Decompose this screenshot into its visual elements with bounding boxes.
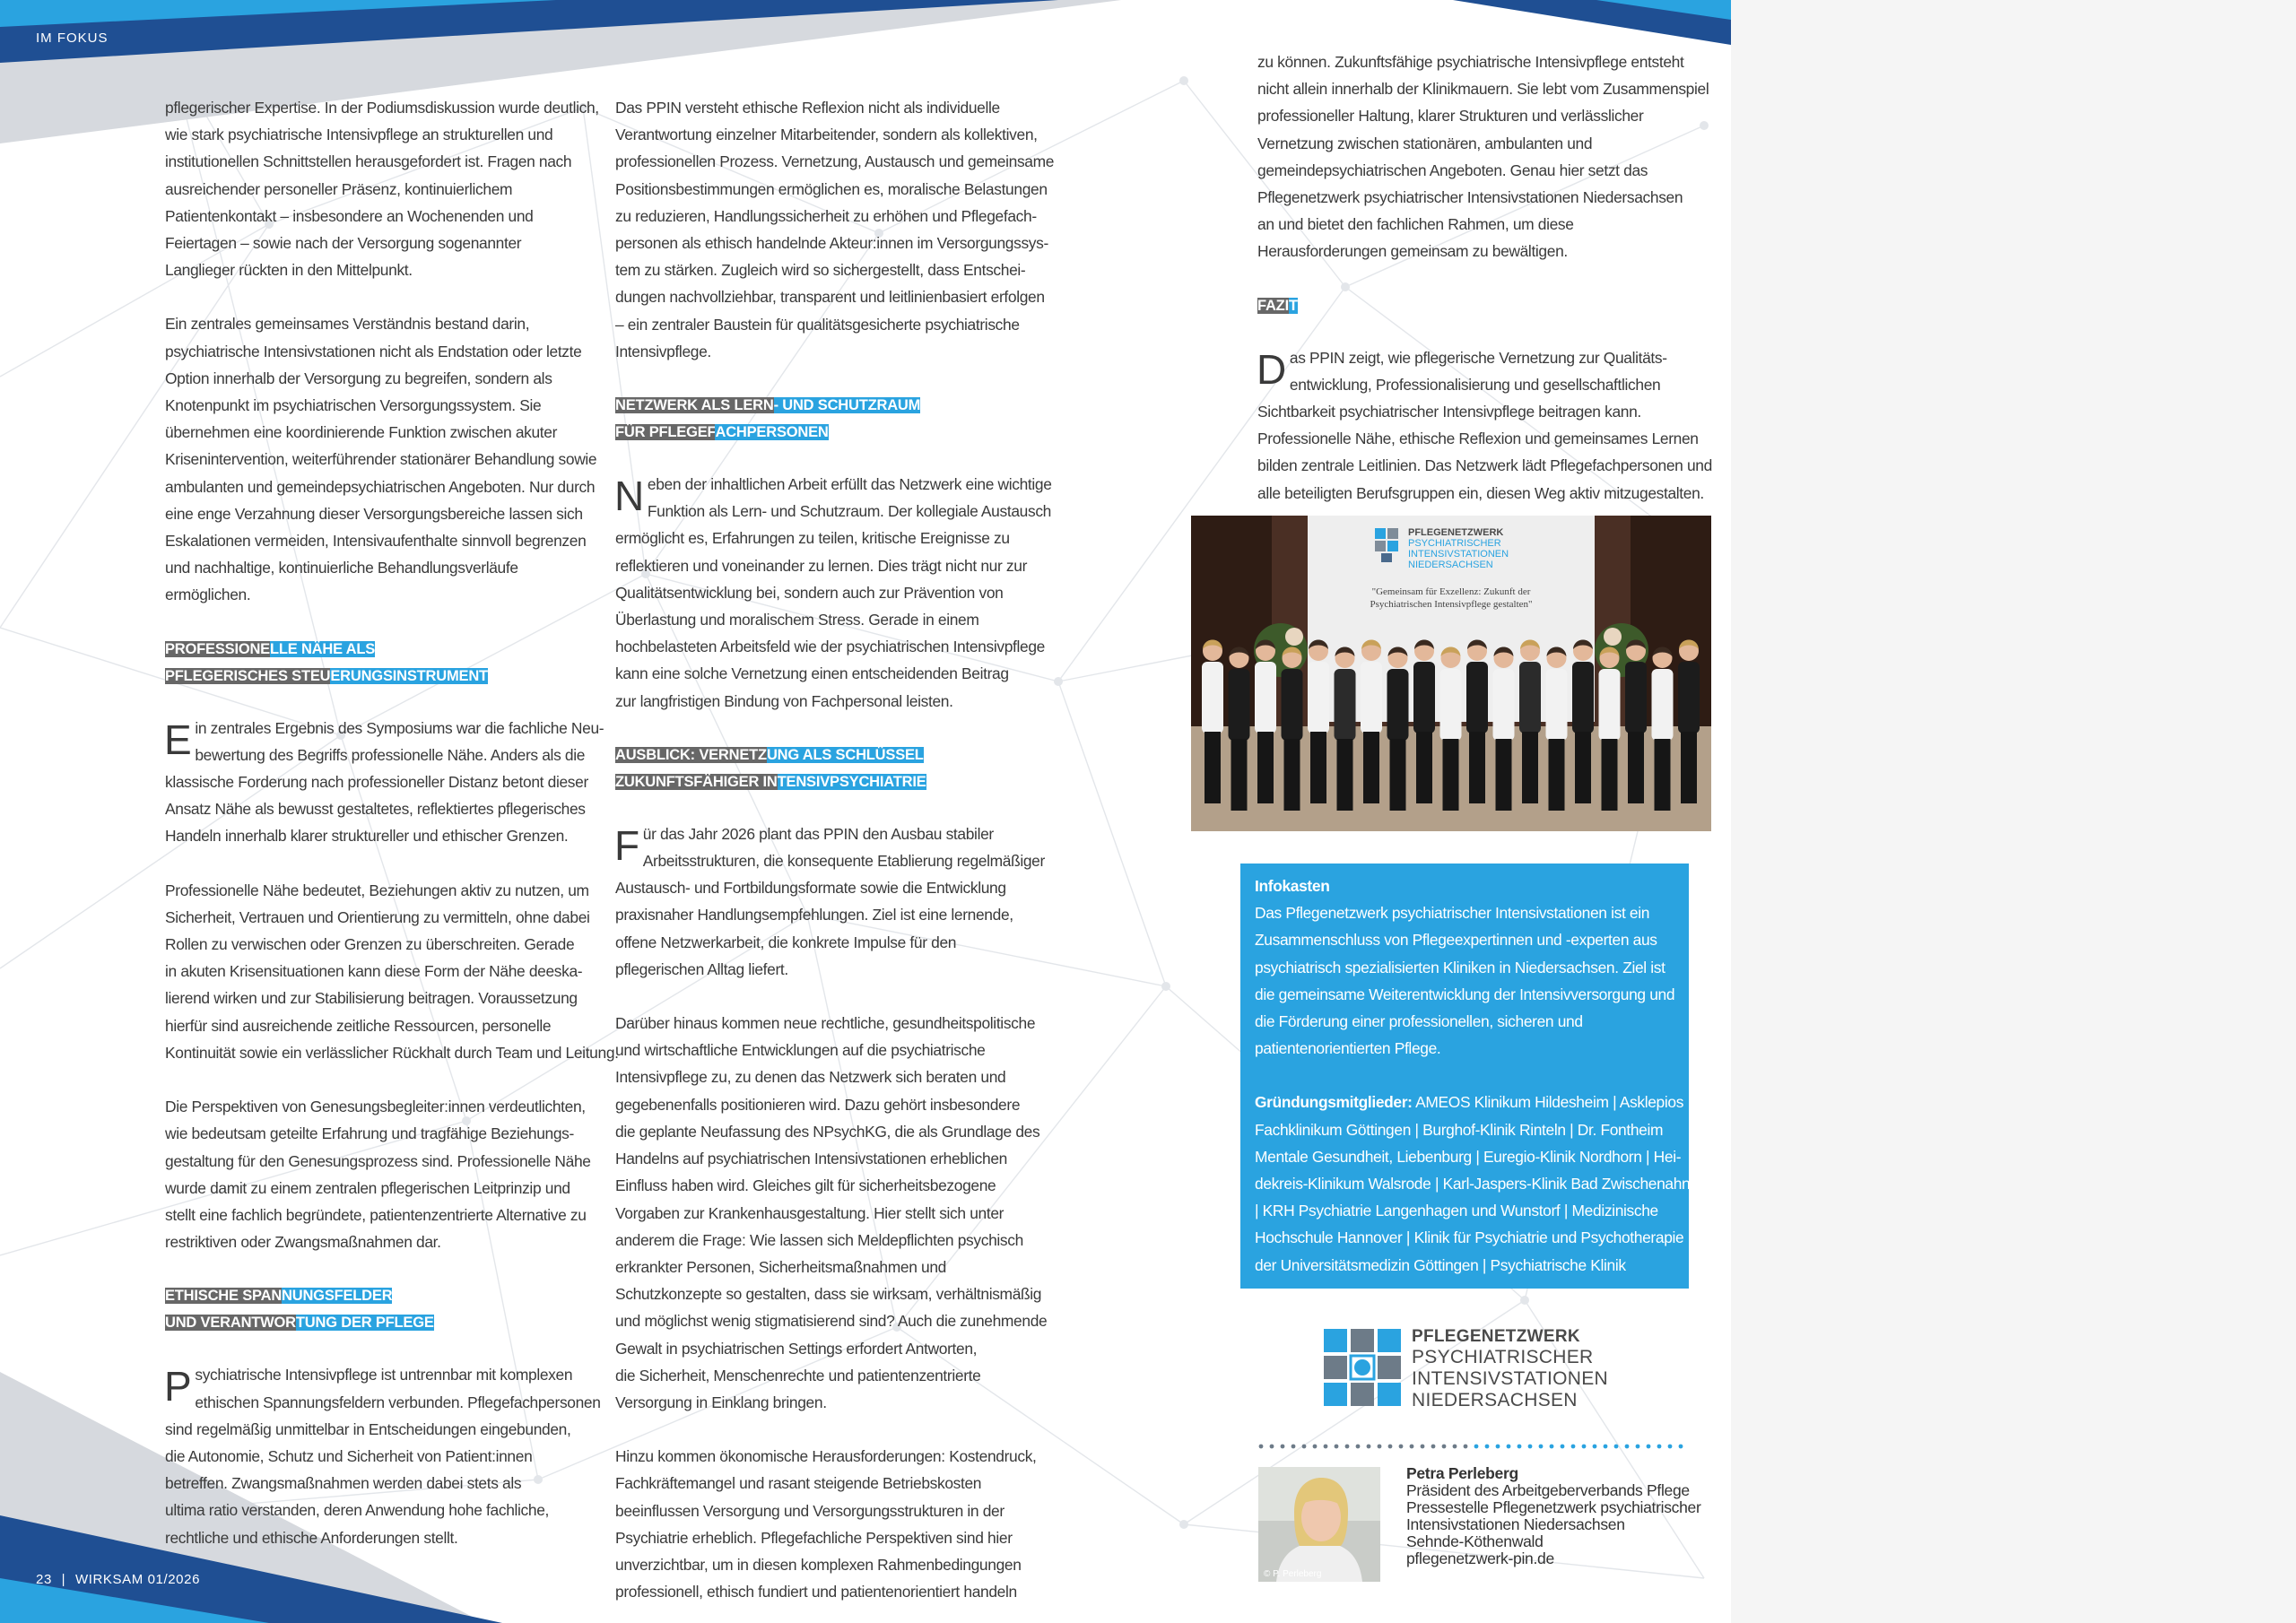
section-label: IM FOKUS [36,30,109,46]
text-line: anderem die Frage: Wie lassen sich Meldepflichten psychisch [615,1230,1023,1249]
text-line: Patientenkontakt – insbesondere an Wochenenden und [165,206,534,225]
text-line: Darüber hinaus kommen neue rechtliche, gesundheitspolitische [615,1014,1036,1033]
person-body [1678,662,1700,733]
text-line: unverzichtbar, um in diesen komplexen Rahmenbedingungen [615,1555,1022,1574]
divider-dot [1679,1445,1683,1449]
text-line: Handelns auf psychiatrischen Intensivstationen erheblichen [615,1150,1007,1168]
person-legs [1655,739,1671,811]
person-legs [1602,739,1618,811]
text-line: betreffen. Zwangsmaßnahmen werden dabei stets als [165,1474,522,1493]
person-legs [1390,739,1406,811]
text-line: eine enge Verzahnung dieser Versorgungsbereiche lassen sich [165,504,583,523]
text-line: ermöglicht es, Erfahrungen zu teilen, kritische Ereignisse zu [615,529,1010,548]
text-line: Fachkräftemangel und rasant steigende Betriebskosten [615,1474,982,1493]
text-line: pflegerischer Expertise. In der Podiumsdiskussion wurde deutlich, [165,99,599,117]
divider-dot [1518,1445,1522,1449]
members-line: dekreis-Klinikum Walsrode | Karl-Jaspers-Klinik Bad Zwischenahn [1255,1175,1691,1193]
text-line: gemeindepsychiatrischen Angeboten. Genau hier setzt das [1257,161,1648,179]
text-line: bewertung des Begriffs professionelle Nähe. Anders als die [195,745,586,764]
drop-cap: D [1257,345,1286,393]
divider-dot [1281,1445,1285,1449]
logo-line: PFLEGENETZWERK [1412,1327,1580,1346]
text-line: und nachhaltige, kontinuierliche Behandlungsverläufe [165,559,518,577]
author-line: Pressestelle Pflegenetzwerk psychiatrischer [1406,1498,1701,1516]
paragraph-body [1257,344,1712,507]
heading-part: - UND SCHUTZRAUM [773,397,921,414]
text-line: personen als ethisch handelnde Akteur:innen im Versorgungssys- [615,234,1048,253]
author-line: Präsident des Arbeitgeberverbands Pflege [1406,1481,1690,1499]
person-legs [1337,739,1353,811]
divider-dot [1571,1445,1576,1449]
text-line: in akuten Krisensituationen kann diese Form der Nähe deeska- [165,962,583,981]
paragraph-dropcap [1257,344,1712,507]
divider-dot [1335,1445,1339,1449]
section-heading [165,636,596,690]
person-body [1652,669,1674,741]
divider-dot [1388,1445,1393,1449]
author-portrait-illustration [1258,1467,1380,1582]
person-body [1255,662,1276,733]
divider-dot [1474,1445,1479,1449]
text-line: Austausch- und Fortbildungsformate sowie die Entwicklung [615,879,1006,898]
heading-part: PFLEGERISCHES STEU [165,667,331,684]
text-line: Das PPIN versteht ethische Reflexion nicht als individuelle [615,99,1000,117]
divider-dot [1668,1445,1673,1449]
heading-part: ACHPERSONEN [715,424,829,441]
divider-dot [1528,1445,1533,1449]
divider-dot [1270,1445,1274,1449]
text-line: dungen nachvollziehbar, transparent und leitlinienbasiert erfolgen [615,288,1045,307]
person-legs [1284,739,1300,811]
photo-credit: © P. Perleberg [1264,1569,1322,1579]
paragraph-body [615,820,1046,983]
person-legs [1257,732,1274,803]
drop-cap: N [614,473,644,520]
column-1 [164,94,619,1551]
text-line: wie bedeutsam geteilte Erfahrung und tragfähige Beziehungs- [165,1124,574,1143]
text-line: Positionsbestimmungen ermöglichen es, moralische Belastungen [615,179,1048,198]
text-line: Vernetzung zwischen stationären, ambulanten und [1257,134,1593,152]
text-line: professionell, ethisch fundiert und patientenorientiert handeln [615,1583,1017,1601]
text-line: alle beteiligten Berufsgruppen ein, diesen Weg aktiv mitzugestalten. [1257,483,1704,502]
drop-cap: E [164,716,192,763]
text-line: Gewalt in psychiatrischen Settings erfordert Antworten, [615,1339,978,1358]
divider-dot [1485,1445,1490,1449]
heading-part: ZUKUNFTSFÄHIGER IN [615,773,778,790]
info-box-title: Infokasten [1255,877,1330,895]
text-line: stellt eine fachlich begründete, patientenzentrierte Alternative zu [165,1205,587,1224]
paragraph-dropcap [614,471,1052,715]
text-line: Professionelle Nähe, ethische Reflexion und gemeinsames Lernen [1257,430,1699,448]
person-legs [1522,732,1538,803]
logo-line: NIEDERSACHSEN [1412,1390,1578,1410]
divider-dot [1313,1445,1318,1449]
text-line: beeinflussen Versorgung und Versorgungsstrukturen in der [615,1501,1004,1520]
publication-name: WIRKSAM 01/2026 [74,1572,201,1587]
paragraph-body [615,471,1052,715]
heading-part: AUSBLICK: VERNETZ [615,746,767,763]
section-heading [615,392,1046,446]
person-body [1229,669,1250,741]
text-line: Arbeitsstrukturen, die konsequente Etablierung regelmäßiger [642,852,1045,871]
person-legs [1496,739,1512,811]
drop-cap: F [614,821,639,869]
heading-part: UNG ALS SCHLÜSSEL [766,746,924,763]
text-line: Funktion als Lern- und Schutzraum. Der kollegiale Austausch [647,502,1051,521]
divider-dot [1292,1445,1296,1449]
person-body [1308,662,1329,733]
text-line: Krisenintervention, weiterführender stationärer Behandlung sowie [165,450,597,469]
person-body [1361,662,1382,733]
person-legs [1469,732,1485,803]
paragraph [615,1010,1046,1416]
text-line: bilden zentrale Leitlinien. Das Netzwerk lädt Pflegefachpersonen und [1257,456,1712,475]
text-line: zur langfristigen Bindung von Fachpersonal leisten. [615,691,953,710]
column-2 [614,94,1055,1605]
divider-dot [1410,1445,1414,1449]
text-line: die geplante Neufassung des NPsychKG, die als Grundlage des [615,1122,1040,1141]
text-line: Pflegenetzwerk psychiatrischer Intensivstationen Niedersachsen [1257,188,1683,207]
slide-line: "Gemeinsam für Exzellenz: Zukunft der [1371,586,1531,597]
author-info [1406,1465,1701,1567]
person-body [1625,662,1647,733]
text-line: in zentrales Ergebnis des Symposiums war die fachliche Neu- [195,718,604,737]
text-line: ultima ratio verstanden, deren Anwendung hohe fachliche, [165,1501,550,1520]
text-line: übernehmen eine koordinierende Funktion zwischen akuter [165,423,558,442]
divider-dot [1367,1445,1371,1449]
text-line: erkrankter Personen, Sicherheitsmaßnahmen und [615,1257,946,1276]
paragraph [165,877,619,1066]
divider-dot [1647,1445,1651,1449]
person-body [1519,662,1541,733]
text-line: an und bietet den fachlichen Rahmen, um diese [1257,215,1574,234]
text-line: Versorgung in Einklang bringen. [615,1393,827,1411]
person-body [1387,669,1409,741]
text-line: Sicherheit, Vertrauen und Orientierung zu vermitteln, ohne dabei [165,907,590,926]
person-legs [1310,732,1326,803]
person-body [1335,669,1356,741]
text-line: Intensivpflege zu, zu denen das Netzwerk sich beraten und [615,1068,1006,1087]
person-body [1282,669,1303,741]
divider-dot [1259,1445,1264,1449]
text-line: Herausforderungen gemeinsam zu bewältigen. [1257,242,1568,261]
divider-dot [1345,1445,1350,1449]
section-heading [165,1282,596,1336]
text-line: gestaltung für den Genesungsprozess sind. Professionelle Nähe [165,1151,591,1170]
text-line: offene Netzwerkarbeit, die konkrete Impulse für den [615,933,957,951]
text-line: nicht allein innerhalb der Klinikmauern. Sie lebt vom Zusammenspiel [1257,80,1709,99]
heading-part: ETHISCHE SPAN [165,1288,283,1305]
heading-part: FAZI [1257,297,1289,314]
group-photo-illustration [1191,516,1711,831]
slide-line: Psychiatrischen Intensivpflege gestalten" [1370,599,1533,610]
text-line: hierfür sind ausreichende zeitliche Ressourcen, personelle [165,1016,552,1035]
text-line: die Sicherheit, Menschenrechte und patientenzentrierte [615,1366,981,1384]
text-line: die Förderung einer professionellen, sicheren und [1255,1012,1583,1031]
text-line: Knotenpunkt im psychiatrischen Versorgungssystem. Sie [165,396,542,415]
section-heading [615,742,1046,795]
ppin-logo-mark [1324,1329,1405,1415]
person-body [1202,662,1223,733]
heading-part: T [1288,297,1298,314]
person-legs [1205,732,1221,803]
text-line: wie stark psychiatrische Intensivpflege an strukturellen und [165,126,553,144]
divider-dot [1421,1445,1425,1449]
author-line: Sehnde-Köthenwald [1406,1532,1544,1550]
banner-line: PSYCHIATRISCHER [1408,538,1501,549]
divider-dot [1539,1445,1544,1449]
banner-line: NIEDERSACHSEN [1408,560,1493,570]
text-line: pflegerischen Alltag liefert. [615,959,788,978]
heading-part: LLE NÄHE ALS [270,640,376,657]
person-body [1440,669,1462,741]
text-line: professioneller Haltung, klarer Strukturen und verlässlicher [1257,107,1644,126]
text-line: Option innerhalb der Versorgung zu begreifen, sondern als [165,369,552,387]
paragraph-body [165,715,604,850]
paragraph [165,310,596,608]
page-gutter [1731,0,2296,1623]
paragraph [1257,48,1709,265]
heading-part: FÜR PFLEGEF [615,424,716,441]
text-line: entwicklung, Professionalisierung und gesellschaftlichen [1289,375,1661,394]
members-line: Hochschule Hannover | Klinik für Psychiatrie und Psychotherapie [1255,1228,1684,1247]
divider-dot [1431,1445,1436,1449]
paragraph [615,94,1055,365]
text-line: Intensivpflege. [615,342,711,360]
members-line: Mentale Gesundheit, Liebenburg | Euregio-Klinik Nordhorn | Hei- [1255,1147,1682,1166]
person-legs [1628,732,1644,803]
drop-cap: P [164,1363,192,1410]
text-line: zu reduzieren, Handlungssicherheit zu erhöhen und Pflegefach- [615,206,1037,225]
column-3 [1257,48,1712,507]
text-line: Verantwortung einzelner Mitarbeitender, sondern als kollektiven, [615,126,1038,144]
text-line: wurde damit zu einem zentralen pflegerischen Leitprinzip und [165,1178,570,1197]
heading-part: ERUNGSINSTRUMENT [330,667,488,684]
text-line: die Autonomie, Schutz und Sicherheit von Patient:innen [165,1446,533,1465]
divider-dot [1496,1445,1500,1449]
text-line: Hinzu kommen ökonomische Herausforderungen: Kostendruck, [615,1447,1037,1466]
text-line: reflektieren und voneinander zu lernen. Dies trägt nicht nur zur [615,556,1028,575]
author-website-link[interactable]: pflegenetzwerk-pin.de [1406,1549,1554,1567]
text-line: Feiertagen – sowie nach der Versorgung sogenannter [165,234,522,253]
person-legs [1416,732,1432,803]
person-body [1546,669,1568,741]
text-line: Sichtbarkeit psychiatrischer Intensivpflege beitragen kann. [1257,403,1641,421]
text-line: ermöglichen. [165,586,251,604]
paragraph-dropcap [164,715,604,850]
text-line: und möglichst wenig stigmatisierend sind? Auch die zunehmende [615,1312,1048,1331]
paragraph [165,94,599,283]
text-line: sind regelmäßig unmittelbar in Entscheidungen eingebunden, [165,1419,571,1438]
paragraph [615,1443,1046,1605]
text-line: Kontinuität sowie ein verlässlicher Rückhalt durch Team und Leitung. [165,1043,619,1062]
divider-dot [1399,1445,1404,1449]
section-heading [1257,292,1706,319]
page-number: 23 [36,1572,52,1587]
footer-separator: | [61,1572,66,1587]
text-line: die gemeinsame Weiterentwicklung der Intensivversorgung und [1255,985,1675,1003]
members-line: | KRH Psychiatrie Langenhagen und Wunstorf | Medizinische [1255,1202,1658,1220]
divider-dot [1614,1445,1619,1449]
text-line: Psychiatrie erheblich. Pflegefachliche Perspektiven sind hier [615,1528,1013,1547]
logo-line: PSYCHIATRISCHER [1412,1347,1594,1367]
divider-dot [1593,1445,1597,1449]
person-body [1466,662,1488,733]
text-line: Vorgaben zur Krankenhausgestaltung. Hier stellt sich unter [615,1203,1004,1222]
divider-dot [1453,1445,1457,1449]
text-line: Qualitätsentwicklung bei, sondern auch zur Prävention von [615,583,1004,602]
text-line: tem zu stärken. Zugleich wird so sichergestellt, dass Entschei- [615,261,1026,280]
divider-dot [1550,1445,1554,1449]
divider-dot [1625,1445,1630,1449]
info-box-text [1255,899,1674,1062]
heading-part: PROFESSIONE [165,640,270,657]
heading-part: TUNG DER PFLEGE [295,1315,434,1332]
text-line: – ein zentraler Baustein für qualitätsgesicherte psychiatrische [615,315,1020,334]
text-line: Eskalationen vermeiden, Intensivaufenthalte sinnvoll begrenzen [165,532,587,551]
heading-part: NUNGSFELDER [282,1288,393,1305]
text-line: Schutzkonzepte so gestalten, dass sie wirksam, verhältnismäßig [615,1285,1042,1304]
divider-dot [1604,1445,1608,1449]
text-line: Rollen zu verwischen oder Grenzen zu überschreiten. Gerade [165,935,575,954]
author-name: Petra Perleberg [1406,1464,1518,1482]
author-line: Intensivstationen Niedersachsen [1406,1515,1625,1533]
divider-dot [1324,1445,1328,1449]
text-line: hochbelasteten Arbeitsfeld wie der psychiatrischen Intensivpflege [615,638,1045,656]
paragraph-body [165,1361,601,1550]
paragraph [165,1093,596,1255]
heading-part: UND VERANTWOR [165,1315,296,1332]
info-box-members [1255,1089,1691,1278]
text-line: ethischen Spannungsfeldern verbunden. Pflegefachpersonen [195,1393,601,1411]
text-line: Zusammenschluss von Pflegeexpertinnen und -experten aus [1255,931,1657,950]
author-portrait [1258,1467,1380,1582]
text-line: zu können. Zukunftsfähige psychiatrische Intensivpflege entsteht [1257,53,1684,71]
text-line: professionellen Prozess. Vernetzung, Austausch und gemeinsame [615,152,1055,171]
person-legs [1549,739,1565,811]
person-body [1599,669,1621,741]
divider-dot [1464,1445,1468,1449]
text-line: ür das Jahr 2026 plant das PPIN den Ausbau stabiler [642,824,994,843]
text-line: rechtliche und ethische Anforderungen stellt. [165,1528,458,1547]
text-line: kann eine solche Vernetzung einen entscheidenden Beitrag [615,664,1009,683]
text-line: patientenorientierten Pflege. [1255,1039,1441,1058]
text-line: Ein zentrales gemeinsames Verständnis bestand darin, [165,315,530,334]
text-line: restriktiven oder Zwangsmaßnahmen dar. [165,1233,441,1252]
paragraph-dropcap [164,1361,601,1550]
dotted-divider [1258,1443,1689,1450]
paragraph-dropcap [615,820,1046,983]
text-line: psychiatrische Intensivstationen nicht als Endstation oder letzte [165,342,582,360]
info-box [1240,864,1689,1289]
person-legs [1363,732,1379,803]
divider-dot [1378,1445,1382,1449]
text-line: Einfluss haben wird. Gleiches gilt für sicherheitsbezogene [615,1176,996,1195]
text-line: Langlieger rückten in den Mittelpunkt. [165,261,413,280]
members-line: AMEOS Klinikum Hildesheim | Asklepios [1412,1093,1684,1112]
logo-line: INTENSIVSTATIONEN [1412,1368,1609,1389]
members-label: Gründungsmitglieder: [1255,1093,1413,1112]
divider-dot [1636,1445,1640,1449]
text-line: praxisnaher Handlungsempfehlungen. Ziel ist eine lernende, [615,906,1013,924]
person-legs [1231,739,1248,811]
person-body [1413,662,1435,733]
text-line: ausreichender personeller Präsenz, kontinuierlichem [165,179,513,198]
ppin-logo [1324,1327,1629,1417]
text-line: as PPIN zeigt, wie pflegerische Vernetzung zur Qualitäts- [1289,348,1667,367]
text-line: klassische Forderung nach professioneller Distanz betont dieser [165,773,588,792]
ppin-logo-text [1412,1327,1608,1411]
person-legs [1575,732,1591,803]
page-footer [36,1572,200,1587]
text-line: Professionelle Nähe bedeutet, Beziehungen aktiv zu nutzen, um [165,881,589,899]
banner-line: INTENSIVSTATIONEN [1408,549,1509,560]
divider-dot [1302,1445,1307,1449]
divider-dot [1561,1445,1565,1449]
divider-dot [1582,1445,1587,1449]
divider-dot [1356,1445,1361,1449]
text-line: institutionellen Schnittstellen herausgefordert ist. Fragen nach [165,152,572,171]
person-body [1572,662,1594,733]
text-line: gegebenenfalls positionieren wird. Dazu gehört insbesondere [615,1095,1021,1114]
text-line: Die Perspektiven von Genesungsbegleiter:innen verdeutlichten, [165,1098,586,1116]
text-line: und wirtschaftliche Entwicklungen auf die psychiatrische [615,1041,986,1060]
person-legs [1681,732,1697,803]
divider-dot [1657,1445,1662,1449]
text-line: Das Pflegenetzwerk psychiatrischer Intensivstationen ist ein [1255,904,1650,923]
person-legs [1443,739,1459,811]
group-photo [1191,516,1711,831]
text-line: ambulanten und gemeindepsychiatrischen Angeboten. Nur durch [165,477,596,496]
text-line: Handeln innerhalb klarer struktureller und ethischer Grenzen. [165,827,569,846]
heading-part: TENSIVPSYCHIATRIE [777,773,926,790]
banner-line: PFLEGENETZWERK [1408,527,1504,538]
text-line: Überlastung und moralischem Stress. Gerade in einem [615,611,979,629]
person-body [1493,669,1515,741]
text-line: lierend wirken und zur Stabilisierung beitragen. Voraussetzung [165,989,578,1008]
divider-dot [1442,1445,1447,1449]
divider-dot [1507,1445,1511,1449]
text-line: sychiatrische Intensivpflege ist untrennbar mit komplexen [195,1366,573,1384]
text-line: psychiatrisch spezialisierten Kliniken in Niedersachsen. Ziel ist [1255,958,1665,976]
text-line: eben der inhaltlichen Arbeit erfüllt das Netzwerk eine wichtige [647,475,1052,494]
members-line: der Universitätsmedizin Göttingen | Psychiatrische Klinik [1255,1255,1626,1274]
members-line: Fachklinikum Göttingen | Burghof-Klinik Rinteln | Dr. Fontheim [1255,1120,1664,1139]
heading-part: NETZWERK ALS LERN [615,397,774,414]
text-line: Ansatz Nähe als bewusst gestaltetes, reflektiertes pflegerisches [165,800,586,819]
